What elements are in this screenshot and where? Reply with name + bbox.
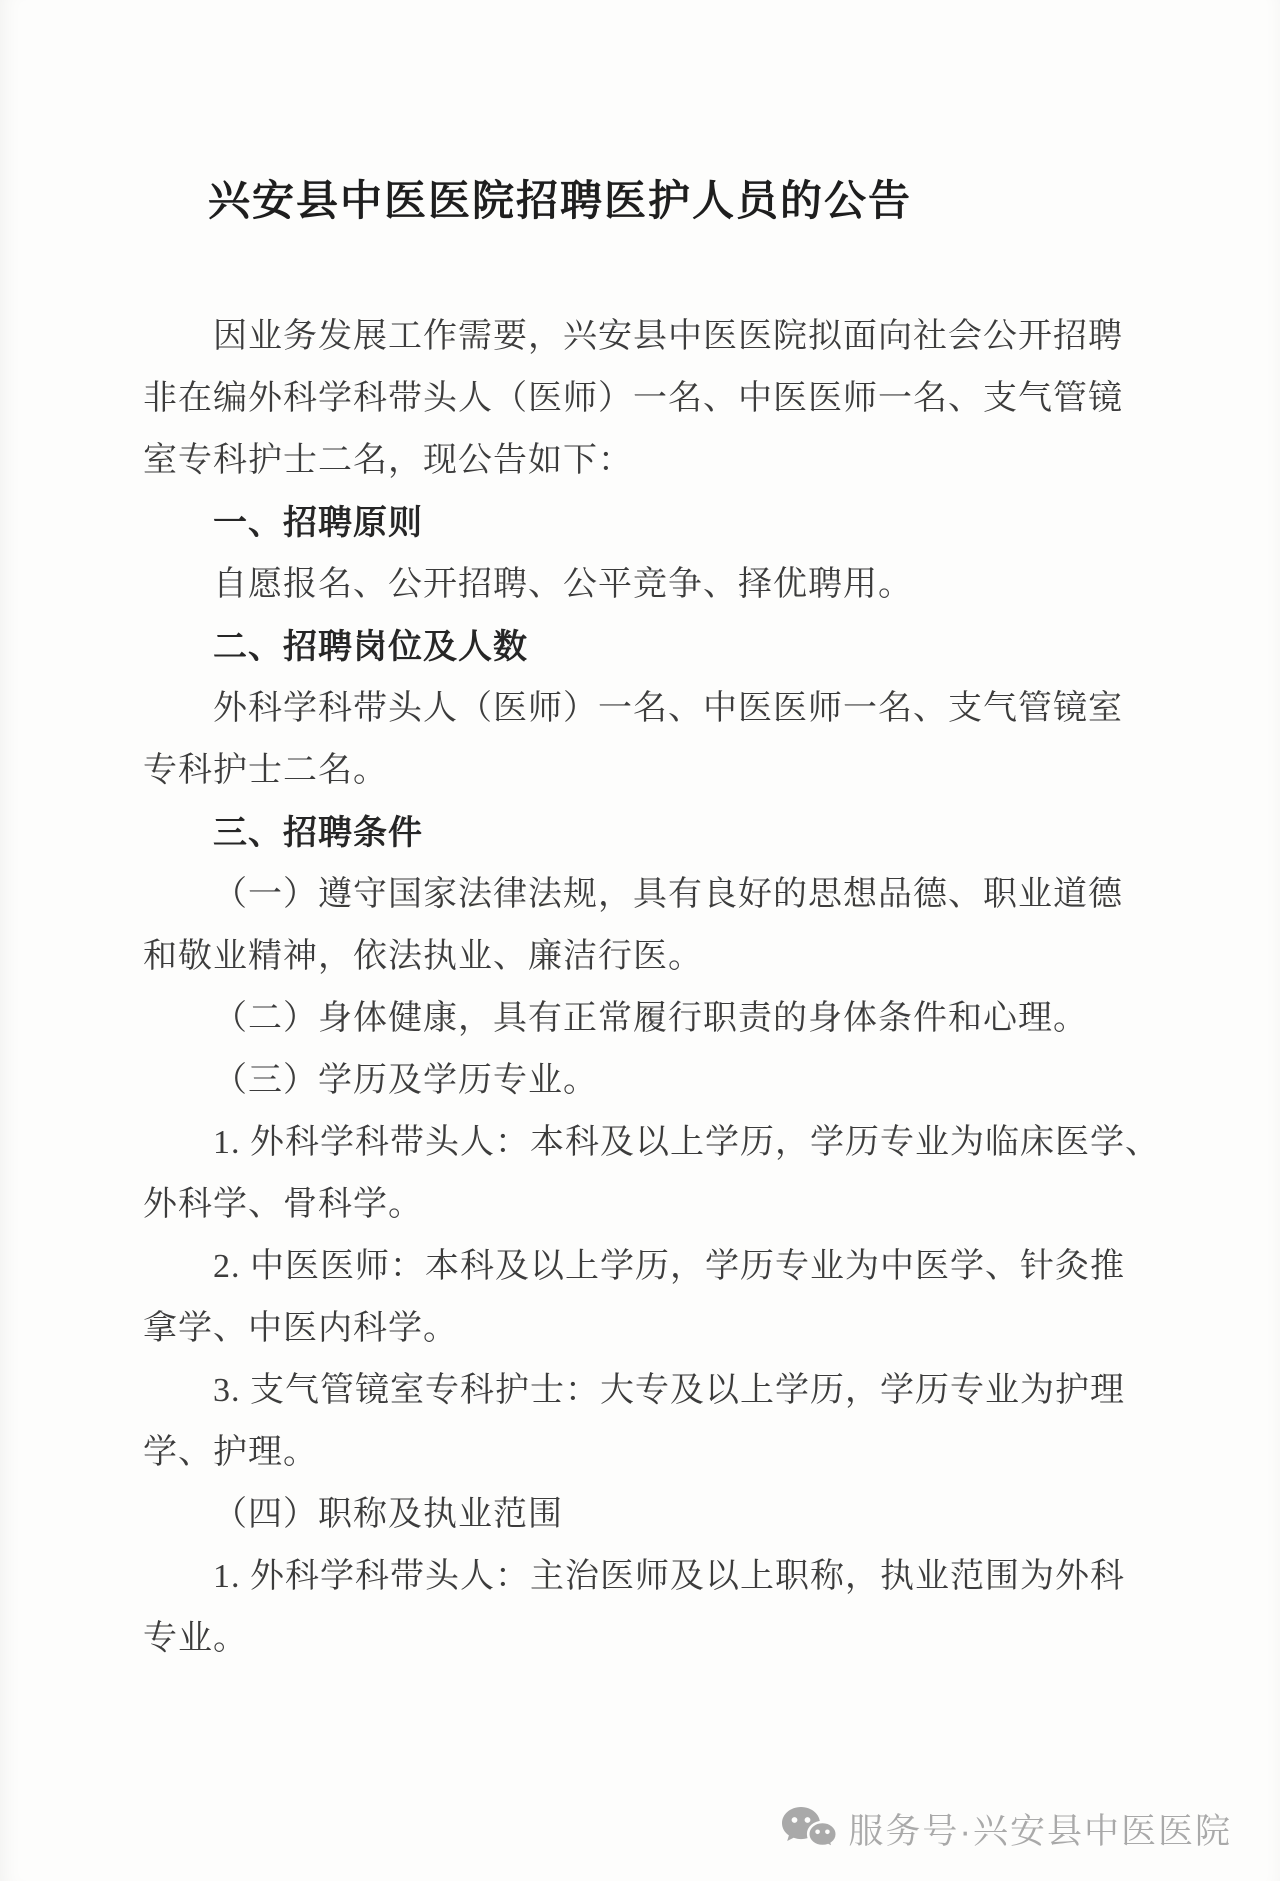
doc-line: （一）遵守国家法律法规，具有良好的思想品德、职业道德 [213,876,1123,913]
doc-line: 1. 外科学科带头人：主治医师及以上职称，执业范围为外科 [213,1558,1125,1595]
doc-line: 和敬业精神，依法执业、廉洁行医。 [143,938,703,975]
doc-line: 外科学、骨科学。 [143,1186,423,1223]
doc-line: 专科护士二名。 [143,752,388,789]
wechat-icon [780,1805,838,1853]
doc-line: 拿学、中医内科学。 [143,1310,458,1347]
doc-line: 专业。 [143,1620,248,1657]
service-account-watermark [780,1804,1232,1854]
doc-line: 一、招聘原则 [213,504,423,542]
doc-line: 自愿报名、公开招聘、公平竞争、择优聘用。 [213,566,913,603]
doc-line: 因业务发展工作需要，兴安县中医医院拟面向社会公开招聘 [213,318,1123,355]
doc-line: 非在编外科学科带头人（医师）一名、中医医师一名、支气管镜 [143,380,1123,417]
doc-line: 外科学科带头人（医师）一名、中医医师一名、支气管镜室 [213,690,1123,727]
doc-line: 二、招聘岗位及人数 [213,628,528,666]
doc-line: 1. 外科学科带头人：本科及以上学历，学历专业为临床医学、 [213,1124,1160,1161]
page-title: 兴安县中医医院招聘医护人员的公告 [207,179,912,225]
watermark-label: 服务号·兴安县中医医院 [848,1812,1232,1851]
doc-line: 3. 支气管镜室专科护士：大专及以上学历，学历专业为护理 [213,1372,1125,1409]
doc-line: （四）职称及执业范围 [213,1496,563,1533]
doc-line: 三、招聘条件 [213,814,423,852]
doc-line: 学、护理。 [143,1434,318,1471]
doc-line: 室专科护士二名，现公告如下： [143,442,633,479]
doc-line: （二）身体健康，具有正常履行职责的身体条件和心理。 [213,1000,1088,1037]
document-body [143,306,1160,1670]
doc-line: 2. 中医医师：本科及以上学历，学历专业为中医学、针灸推 [213,1248,1125,1285]
doc-line: （三）学历及学历专业。 [213,1062,598,1099]
